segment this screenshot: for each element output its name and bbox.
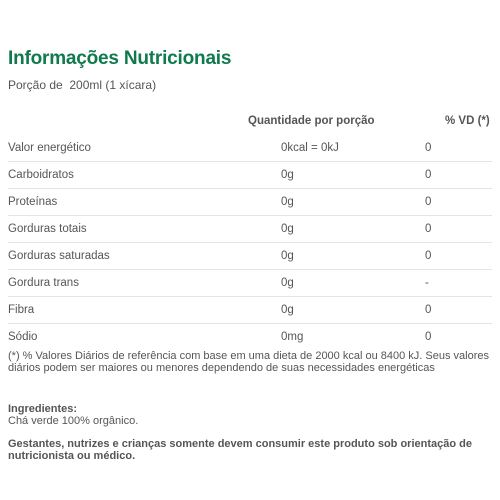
header-daily-value: % VD (*) [445,115,490,127]
nutrient-daily-value: 0 [425,304,432,316]
nutrition-table [8,135,492,350]
table-row [8,135,492,161]
ingredients-label: Ingredientes: [8,403,78,415]
nutrient-quantity: 0g [281,223,294,235]
nutrient-quantity: 0kcal = 0kJ [281,142,339,154]
nutrient-name: Fibra [8,304,35,316]
nutrient-name: Carboidratos [8,169,74,181]
nutrient-daily-value: 0 [425,331,432,343]
nutrient-quantity: 0g [281,304,294,316]
nutrient-quantity: 0g [281,169,294,181]
daily-value-footnote: (*) % Valores Diários de referência com base em uma dieta de 2000 kcal ou 8400 kJ. Seus valores diários podem ser maiores ou menores dependendo de suas necessidades energéticas [8,350,489,374]
nutrient-daily-value: 0 [425,169,432,181]
nutrient-name: Valor energético [8,142,91,154]
consumption-warning: Gestantes, nutrizes e crianças somente devem consumir este produto sob orientação de nutricionista ou médico. [8,438,472,462]
nutrient-quantity: 0g [281,250,294,262]
nutrient-name: Gordura trans [8,277,79,289]
nutrient-quantity: 0mg [281,331,304,343]
table-row [8,323,492,350]
nutrient-name: Proteínas [8,196,58,208]
nutrient-daily-value: 0 [425,196,432,208]
table-row [8,161,492,188]
header-quantity: Quantidade por porção [248,115,375,127]
nutrient-name: Gorduras totais [8,223,87,235]
portion-text: Porção de 200ml (1 xícara) [8,78,157,92]
nutrient-daily-value: - [425,277,429,289]
nutrient-daily-value: 0 [425,142,432,154]
nutrient-daily-value: 0 [425,250,432,262]
table-row [8,188,492,215]
nutrient-quantity: 0g [281,196,294,208]
ingredients-value: Chá verde 100% orgânico. [8,415,139,427]
nutrient-daily-value: 0 [425,223,432,235]
nutrient-quantity: 0g [281,277,294,289]
nutrient-name: Gorduras saturadas [8,250,110,262]
nutrient-name: Sódio [8,331,38,343]
table-row [8,269,492,296]
table-row [8,296,492,323]
table-row [8,242,492,269]
table-row [8,215,492,242]
nutrition-title: Informações Nutricionais [8,48,232,69]
